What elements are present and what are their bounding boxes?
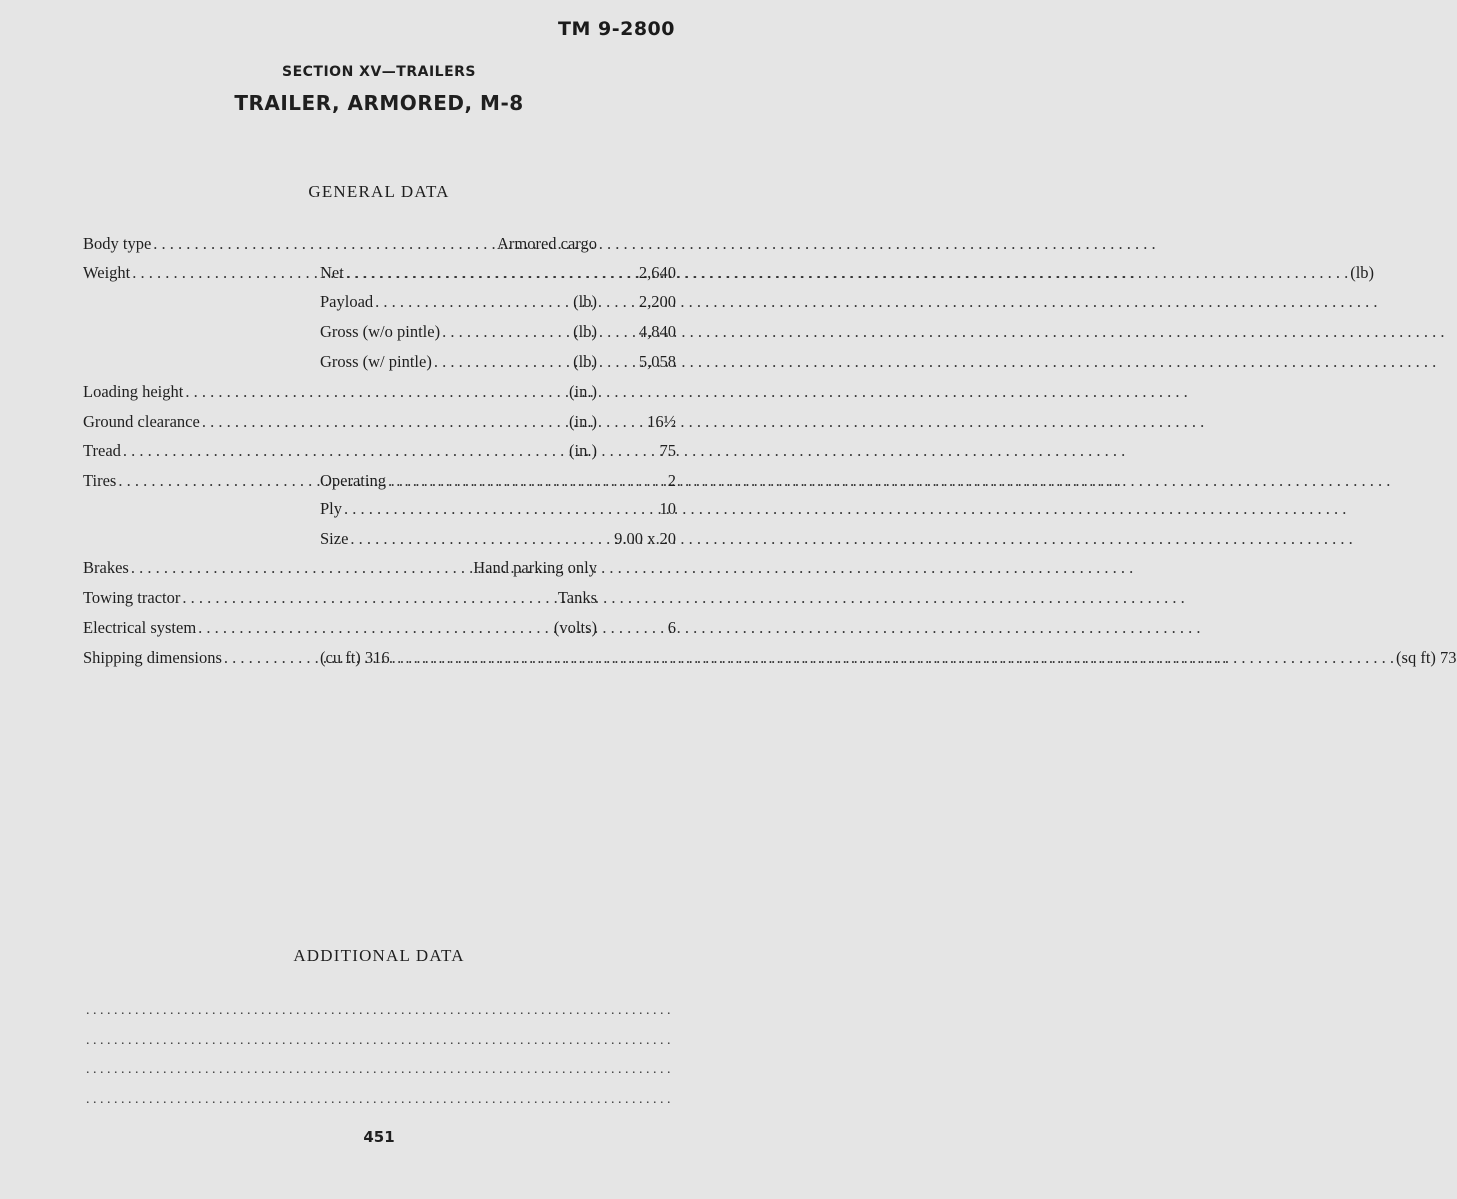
blank-fill-line xyxy=(86,1064,598,1076)
tread-label: Tread xyxy=(83,441,121,460)
page-title: TRAILER, ARMORED, M-8 xyxy=(234,91,524,115)
tires-row xyxy=(83,470,597,492)
loading-height-unit: (in.) xyxy=(569,382,597,401)
tread-value: 75 xyxy=(659,441,676,460)
tires-ply-label: Ply xyxy=(320,499,343,518)
tires-size-value: 9.00 x 20 xyxy=(614,529,676,548)
blank-fill-line xyxy=(86,1005,598,1017)
electrical-system-unit: (volts) xyxy=(553,618,597,637)
weight-label: Weight xyxy=(83,263,131,282)
brakes-label: Brakes xyxy=(83,558,129,577)
weight-gross-wo-row xyxy=(320,321,597,343)
manual-number: TM 9-2800 xyxy=(558,18,675,40)
towing-tractor-value: Tanks xyxy=(557,588,597,607)
leader-dots xyxy=(198,617,552,639)
electrical-system-label: Electrical system xyxy=(83,618,197,637)
body-type-row xyxy=(83,233,597,255)
ground-clearance-label: Ground clearance xyxy=(83,412,200,431)
tread-row xyxy=(83,440,597,462)
ground-clearance-unit: (in.) xyxy=(569,412,597,431)
tires-operating-label: Operating xyxy=(320,471,386,490)
leader-dots xyxy=(388,470,1390,492)
leader-dots xyxy=(153,233,495,255)
leader-dots xyxy=(131,557,471,579)
section-title: SECTION XV—TRAILERS xyxy=(281,64,477,80)
brakes-row xyxy=(83,557,597,579)
tread-unit: (in.) xyxy=(569,441,597,460)
tires-size-label: Size xyxy=(320,529,349,548)
additional-data-heading: ADDITIONAL DATA xyxy=(293,946,465,965)
loading-height-row xyxy=(83,381,597,403)
ground-clearance-row xyxy=(83,411,597,433)
leader-dots xyxy=(375,291,571,313)
leader-dots xyxy=(442,321,571,343)
shipping-dimensions-row xyxy=(83,647,1457,669)
general-data-heading: GENERAL DATA xyxy=(308,182,450,201)
weight-net-value: 2,640 xyxy=(638,263,676,282)
weight-gross-w-value: 5,058 xyxy=(638,352,676,371)
leader-dots xyxy=(132,262,318,284)
weight-payload-value: 2,200 xyxy=(638,292,676,311)
leader-dots xyxy=(202,411,567,433)
weight-net-unit: (lb) xyxy=(1350,263,1375,282)
shipping-volume: (cu ft) 316 xyxy=(320,648,390,667)
electrical-system-value: 6 xyxy=(667,618,676,637)
towing-tractor-row xyxy=(83,587,597,609)
tires-size-row xyxy=(320,528,597,550)
electrical-system-row xyxy=(83,617,597,639)
weight-gross-w-row xyxy=(320,351,597,373)
blank-fill-line xyxy=(86,1035,598,1047)
tires-label: Tires xyxy=(83,471,117,490)
leader-dots xyxy=(344,498,595,520)
weight-gross-w-unit: (lb) xyxy=(573,352,597,371)
leader-dots xyxy=(118,470,318,492)
leader-dots xyxy=(185,381,567,403)
leader-dots xyxy=(123,440,567,462)
weight-payload-unit: (lb) xyxy=(573,292,597,311)
weight-gross-wo-unit: (lb) xyxy=(573,322,597,341)
leader-dots xyxy=(392,647,1394,669)
weight-gross-w-label: Gross (w/ pintle) xyxy=(320,352,432,371)
blank-fill-line xyxy=(86,1094,598,1106)
loading-height-label: Loading height xyxy=(83,382,184,401)
weight-payload-label: Payload xyxy=(320,292,374,311)
page-number: 451 xyxy=(363,1128,395,1146)
tires-ply-row xyxy=(320,498,597,520)
tires-ply-value: 10 xyxy=(659,499,676,518)
shipping-dimensions-label: Shipping dimensions xyxy=(83,648,222,667)
weight-payload-row xyxy=(320,291,597,313)
body-type-value: Armored cargo xyxy=(496,234,597,253)
body-type-label: Body type xyxy=(83,234,152,253)
brakes-value: Hand parking only xyxy=(473,558,597,577)
leader-dots xyxy=(350,528,595,550)
leader-dots xyxy=(346,262,1348,284)
weight-gross-wo-value: 4,840 xyxy=(638,322,676,341)
leader-dots xyxy=(182,587,555,609)
ground-clearance-value: 16½ xyxy=(647,412,676,431)
tires-operating-value: 2 xyxy=(667,471,676,490)
leader-dots xyxy=(434,351,571,373)
towing-tractor-label: Towing tractor xyxy=(83,588,181,607)
weight-net-label: Net xyxy=(320,263,344,282)
shipping-area: (sq ft) 73 xyxy=(1396,648,1457,667)
leader-dots xyxy=(224,647,318,669)
weight-gross-wo-label: Gross (w/o pintle) xyxy=(320,322,441,341)
